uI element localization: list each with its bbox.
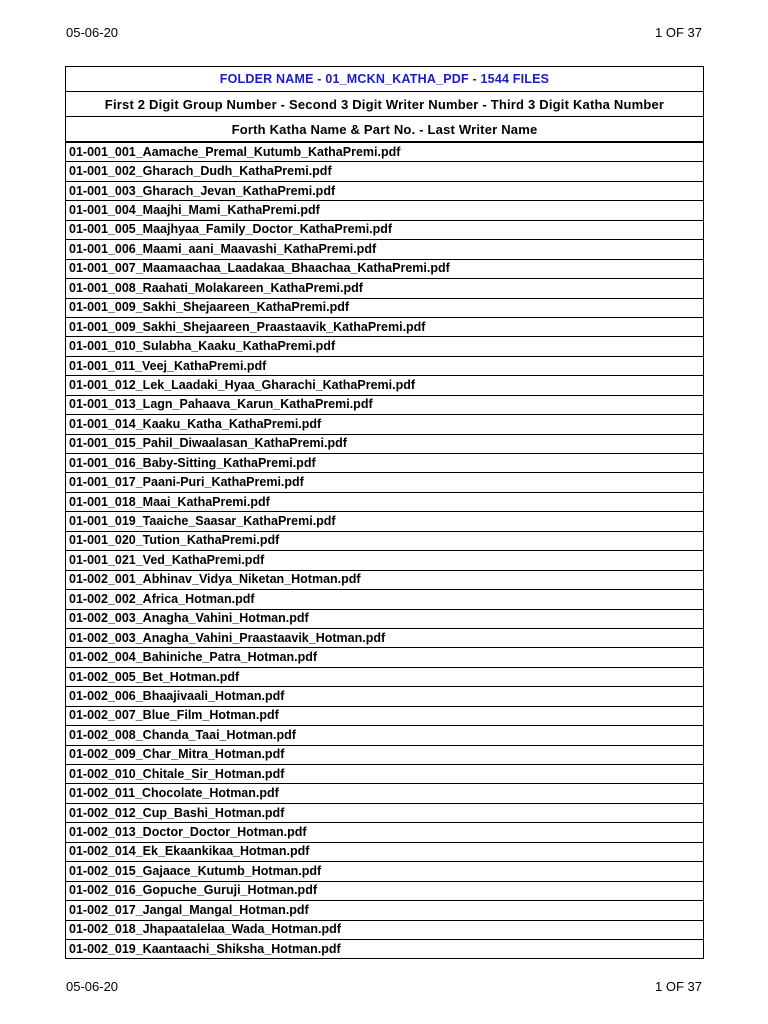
file-name-cell: 01-002_014_Ek_Ekaankikaa_Hotman.pdf [66, 842, 704, 861]
file-list-body [66, 67, 704, 959]
folder-name-cell: FOLDER NAME - 01_MCKN_KATHA_PDF - 1544 FILES [66, 67, 704, 92]
file-name-cell: 01-001_018_Maai_KathaPremi.pdf [66, 492, 704, 511]
file-name-cell: 01-002_003_Anagha_Vahini_Praastaavik_Hotman.pdf [66, 628, 704, 647]
file-name-cell: 01-001_020_Tution_KathaPremi.pdf [66, 531, 704, 550]
table-row [66, 201, 704, 220]
file-name-cell: 01-001_009_Sakhi_Shejaareen_KathaPremi.pdf [66, 298, 704, 317]
file-name-cell: 01-002_004_Bahiniche_Patra_Hotman.pdf [66, 648, 704, 667]
table-row [66, 745, 704, 764]
table-row [66, 726, 704, 745]
file-name-cell: 01-001_006_Maami_aani_Maavashi_KathaPremi.pdf [66, 240, 704, 259]
format-description-cell: First 2 Digit Group Number - Second 3 Digit Writer Number - Third 3 Digit Katha Number [66, 92, 704, 117]
format-description-cell-2: Forth Katha Name & Part No. - Last Writer Name [66, 117, 704, 143]
table-row [66, 570, 704, 589]
table-row [66, 628, 704, 647]
table-row [66, 784, 704, 803]
file-name-cell: 01-001_004_Maajhi_Mami_KathaPremi.pdf [66, 201, 704, 220]
header-date: 05-06-20 [66, 25, 119, 40]
table-row [66, 862, 704, 881]
table-row [66, 765, 704, 784]
file-name-cell: 01-002_019_Kaantaachi_Shiksha_Hotman.pdf [66, 939, 704, 958]
file-name-cell: 01-002_018_Jhapaatalelaa_Wada_Hotman.pdf [66, 920, 704, 939]
table-row [66, 142, 704, 162]
table-row [66, 842, 704, 861]
table-row [66, 376, 704, 395]
file-name-cell: 01-001_001_Aamache_Premal_Kutumb_KathaPremi.pdf [66, 142, 704, 162]
table-row [66, 648, 704, 667]
table-row [66, 162, 704, 181]
file-name-cell: 01-002_007_Blue_Film_Hotman.pdf [66, 706, 704, 725]
header-page-number: 1 OF 37 [655, 25, 702, 40]
format-description-row-2 [66, 117, 704, 143]
file-name-cell: 01-002_005_Bet_Hotman.pdf [66, 667, 704, 686]
file-name-cell: 01-001_017_Paani-Puri_KathaPremi.pdf [66, 473, 704, 492]
table-row [66, 279, 704, 298]
table-row [66, 551, 704, 570]
file-name-cell: 01-001_013_Lagn_Pahaava_Karun_KathaPremi.pdf [66, 395, 704, 414]
page-footer [66, 979, 702, 995]
file-name-cell: 01-001_002_Gharach_Dudh_KathaPremi.pdf [66, 162, 704, 181]
table-row [66, 901, 704, 920]
file-name-cell: 01-002_006_Bhaajivaali_Hotman.pdf [66, 687, 704, 706]
table-row [66, 181, 704, 200]
table-row [66, 803, 704, 822]
table-row [66, 454, 704, 473]
file-name-cell: 01-001_012_Lek_Laadaki_Hyaa_Gharachi_KathaPremi.pdf [66, 376, 704, 395]
file-name-cell: 01-002_015_Gajaace_Kutumb_Hotman.pdf [66, 862, 704, 881]
file-name-cell: 01-001_011_Veej_KathaPremi.pdf [66, 356, 704, 375]
file-name-cell: 01-002_013_Doctor_Doctor_Hotman.pdf [66, 823, 704, 842]
file-name-cell: 01-002_016_Gopuche_Guruji_Hotman.pdf [66, 881, 704, 900]
table-row [66, 939, 704, 958]
table-row [66, 492, 704, 511]
file-name-cell: 01-001_016_Baby-Sitting_KathaPremi.pdf [66, 454, 704, 473]
file-name-cell: 01-002_017_Jangal_Mangal_Hotman.pdf [66, 901, 704, 920]
table-row [66, 687, 704, 706]
table-row [66, 590, 704, 609]
file-name-cell: 01-001_007_Maamaachaa_Laadakaa_Bhaachaa_KathaPremi.pdf [66, 259, 704, 278]
table-row [66, 667, 704, 686]
file-name-cell: 01-001_008_Raahati_Molakareen_KathaPremi.pdf [66, 279, 704, 298]
file-name-cell: 01-001_015_Pahil_Diwaalasan_KathaPremi.pdf [66, 434, 704, 453]
table-row [66, 337, 704, 356]
file-name-cell: 01-002_003_Anagha_Vahini_Hotman.pdf [66, 609, 704, 628]
file-name-cell: 01-002_010_Chitale_Sir_Hotman.pdf [66, 765, 704, 784]
table-row [66, 240, 704, 259]
file-name-cell: 01-001_009_Sakhi_Shejaareen_Praastaavik_KathaPremi.pdf [66, 317, 704, 336]
table-row [66, 298, 704, 317]
table-row [66, 512, 704, 531]
folder-name-row [66, 67, 704, 92]
file-name-cell: 01-002_011_Chocolate_Hotman.pdf [66, 784, 704, 803]
file-name-cell: 01-001_021_Ved_KathaPremi.pdf [66, 551, 704, 570]
table-row [66, 531, 704, 550]
file-name-cell: 01-001_010_Sulabha_Kaaku_KathaPremi.pdf [66, 337, 704, 356]
table-row [66, 920, 704, 939]
table-row [66, 317, 704, 336]
file-name-cell: 01-002_009_Char_Mitra_Hotman.pdf [66, 745, 704, 764]
format-description-row [66, 92, 704, 117]
file-name-cell: 01-001_014_Kaaku_Katha_KathaPremi.pdf [66, 415, 704, 434]
table-row [66, 609, 704, 628]
file-name-cell: 01-002_002_Africa_Hotman.pdf [66, 590, 704, 609]
file-name-cell: 01-001_005_Maajhyaa_Family_Doctor_KathaPremi.pdf [66, 220, 704, 239]
table-row [66, 259, 704, 278]
file-list-table [65, 66, 704, 959]
table-row [66, 434, 704, 453]
table-row [66, 415, 704, 434]
footer-date: 05-06-20 [66, 979, 119, 994]
file-name-cell: 01-002_012_Cup_Bashi_Hotman.pdf [66, 803, 704, 822]
table-row [66, 823, 704, 842]
table-row [66, 473, 704, 492]
file-name-cell: 01-001_019_Taaiche_Saasar_KathaPremi.pdf [66, 512, 704, 531]
table-row [66, 220, 704, 239]
page-header [66, 25, 702, 41]
table-row [66, 395, 704, 414]
footer-page-number: 1 OF 37 [655, 979, 702, 994]
table-row [66, 881, 704, 900]
table-row [66, 706, 704, 725]
file-name-cell: 01-002_001_Abhinav_Vidya_Niketan_Hotman.pdf [66, 570, 704, 589]
file-name-cell: 01-002_008_Chanda_Taai_Hotman.pdf [66, 726, 704, 745]
file-name-cell: 01-001_003_Gharach_Jevan_KathaPremi.pdf [66, 181, 704, 200]
table-row [66, 356, 704, 375]
